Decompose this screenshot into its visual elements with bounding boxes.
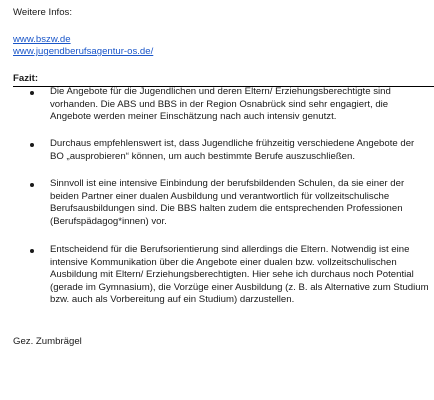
fazit-item: Sinnvoll ist eine intensive Einbindung der berufsbildenden Schulen, da sie einer der beiden Partner einer dualen Ausbildung und verantwortlich für vollzeitschulische Berufsausbildungen sind. Die BBS halten zudem die entsprechenden Professionen (Berufspädagog*innen) vor.	[50, 178, 405, 227]
bullet-icon	[30, 183, 34, 187]
signature: Gez. Zumbrägel	[13, 336, 82, 347]
fazit-item: Durchaus empfehlenswert ist, dass Jugendliche frühzeitig verschiedene Angebote der BO „ausprobieren“ können, um auch bestimmte Berufe auszuschließen.	[50, 138, 415, 162]
link-bszw[interactable]: www.bszw.de	[13, 34, 71, 45]
fazit-item: Die Angebote für die Jugendlichen und deren Eltern/ Erziehungsberechtigte sind vorhanden. Die ABS und BBS in der Region Osnabrück sind sehr engagiert, die Angebote werden meiner Einschätzung nach auch intensiv genutzt.	[50, 86, 391, 123]
bullet-icon	[30, 249, 34, 253]
fazit-label: Fazit:	[13, 73, 39, 84]
link-jugendberufsagentur[interactable]: www.jugendberufsagentur-os.de/	[13, 46, 154, 57]
bullet-icon	[30, 143, 34, 147]
fazit-item: Entscheidend für die Berufsorientierung sind allerdings die Eltern. Notwendig ist eine intensive Kommunikation über die Angebote einer dualen bzw. vollzeitschulischen Ausbildung mit Eltern/ Erziehungsberechtigten. Hier sehe ich durchaus noch Potential (gerade im Gymnasium), die Vorzüge einer Ausbildung (z. B. als Alternative zum Studium bzw. auch als Vorbereitung auf ein Studium) darzustellen.	[50, 244, 429, 306]
bullet-icon	[30, 91, 34, 95]
heading: Weitere Infos:	[13, 7, 73, 18]
